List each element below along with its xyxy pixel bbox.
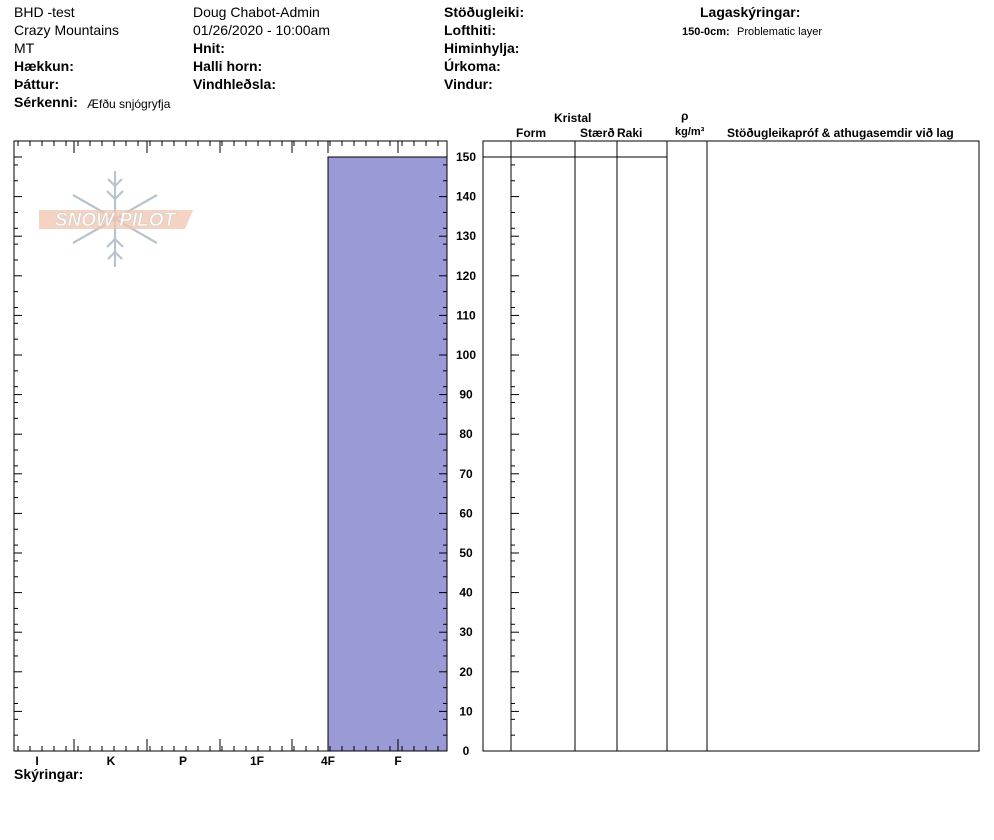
hardness-bars [328, 157, 447, 751]
y-tick-label: 80 [459, 427, 473, 442]
size-header: Stærð [580, 126, 615, 140]
features-value: Æfðu snjógryfja [87, 97, 171, 111]
x-tick-label: 1F [249, 754, 265, 768]
y-tick-label: 110 [456, 308, 476, 323]
y-tick-label: 130 [455, 229, 477, 244]
x-tick-label: K [106, 754, 116, 768]
y-tick-label: 0 [462, 744, 470, 758]
y-tick-label: 70 [459, 466, 473, 481]
x-tick-label: I [35, 754, 39, 768]
y-tick-label: 40 [459, 585, 473, 600]
precip-label: Úrkoma: [444, 58, 501, 74]
y-tick-label: 140 [455, 189, 477, 204]
layer-note-text: Problematic layer [737, 26, 822, 38]
air-temp-label: Lofthiti: [444, 22, 497, 38]
y-tick-label: 20 [459, 664, 473, 679]
tests-header: Stöðugleikapróf & athugasemdir við lag [727, 126, 954, 140]
state-name: MT [14, 40, 35, 56]
y-tick-label: 120 [455, 268, 477, 283]
observation-datetime: 01/26/2020 - 10:00am [193, 22, 330, 38]
crystal-header: Kristal [554, 111, 592, 125]
snowpilot-logo-text: SNOW PILOT [54, 210, 176, 231]
y-tick-label: 50 [459, 546, 473, 560]
y-tick-label: 100 [455, 348, 477, 362]
y-tick-label: 30 [459, 625, 473, 640]
y-tick-label: 90 [459, 387, 473, 402]
observer-name: Doug Chabot-Admin [193, 4, 320, 20]
moisture-header: Raki [617, 126, 643, 140]
rho-header: ρ [681, 109, 689, 123]
elevation-label: Hækkun: [14, 58, 74, 74]
density-unit-header: kg/m³ [675, 126, 705, 138]
coords-label: Hnit: [193, 40, 225, 56]
x-tick-label: P [178, 754, 188, 768]
wind-loading-label: Vindhleðsla: [193, 76, 276, 92]
layer-table [483, 141, 979, 751]
x-tick-label: 4F [320, 754, 336, 768]
notes-label: Skýringar: [14, 766, 84, 782]
pit-name: BHD -test [14, 4, 75, 20]
slope-label: Halli horn: [193, 58, 263, 74]
stability-label: Stöðugleiki: [444, 4, 525, 20]
x-tick-label: F [394, 754, 402, 768]
features-label: Sérkenni: [14, 94, 78, 110]
wind-label: Vindur: [444, 76, 493, 92]
y-tick-label: 60 [459, 506, 473, 521]
form-header: Form [516, 126, 546, 140]
aspect-label: Þáttur: [14, 76, 60, 92]
sky-label: Himinhylja: [444, 40, 520, 56]
layer-note-depth: 150-0cm: [682, 26, 730, 38]
hardness-bar [328, 157, 447, 751]
range-name: Crazy Mountains [14, 22, 120, 38]
y-tick-label: 150 [455, 150, 477, 164]
snowpilot-logo [39, 171, 193, 267]
y-tick-label: 10 [459, 704, 473, 719]
layer-notes-label: Lagaskýringar: [700, 4, 801, 20]
